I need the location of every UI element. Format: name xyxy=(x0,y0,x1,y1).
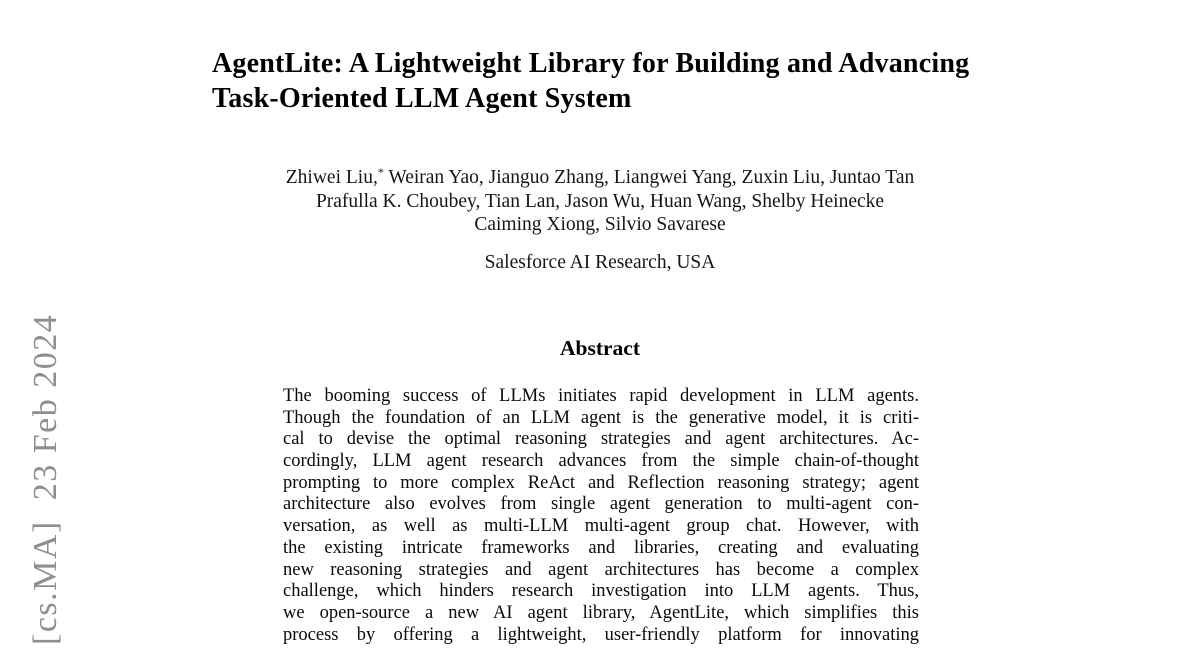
author-line-1 xyxy=(0,161,1200,190)
author-line-3: Caiming Xiong, Silvio Savarese xyxy=(474,214,726,235)
abstract-line: Though the foundation of an LLM agent is the generative model, it is criti- xyxy=(283,407,919,428)
paper-title-line2: Task-Oriented LLM Agent System xyxy=(212,83,632,114)
paper-title xyxy=(212,46,1042,116)
abstract-line: challenge, which hinders research investigation into LLM agents. Thus, xyxy=(283,581,919,602)
author-block xyxy=(0,161,1200,237)
arxiv-side-stamp: [cs.MA] 23 Feb 2024 xyxy=(27,313,64,645)
author-footnote-asterisk: * xyxy=(377,165,384,179)
abstract-line: new reasoning strategies and agent architectures has become a complex xyxy=(283,559,919,580)
author-line-2: Prafulla K. Choubey, Tian Lan, Jason Wu, Huan Wang, Shelby Heinecke xyxy=(315,190,885,212)
abstract-line: versation, as well as multi-LLM multi-agent group chat. However, with xyxy=(283,516,919,537)
abstract-line: architecture also evolves from single agent generation to multi-agent con- xyxy=(283,494,919,515)
author-line-1-rest: Weiran Yao, Jianguo Zhang, Liangwei Yang, Zuxin Liu, Juntao Tan xyxy=(383,167,915,188)
abstract-line: cordingly, LLM agent research advances from the simple chain-of-thought xyxy=(283,451,919,472)
paper-title-line1: AgentLite: A Lightweight Library for Building and Advancing xyxy=(212,48,970,79)
abstract-line: prompting to more complex ReAct and Reflection reasoning strategy; agent xyxy=(283,472,919,493)
abstract-body xyxy=(283,386,919,646)
affiliation: Salesforce AI Research, USA xyxy=(484,252,716,273)
author-name-first: Zhiwei Liu, xyxy=(285,167,378,188)
abstract-line: cal to devise the optimal reasoning strategies and agent architectures. Ac- xyxy=(283,429,919,450)
abstract-heading: Abstract xyxy=(559,336,640,360)
abstract-line: The booming success of LLMs initiates rapid development in LLM agents. xyxy=(283,386,919,406)
abstract-line: we open-source a new AI agent library, AgentLite, which simplifies this xyxy=(283,602,919,623)
abstract-line: the existing intricate frameworks and libraries, creating and evaluating xyxy=(283,537,919,558)
abstract-line: process by offering a lightweight, user-friendly platform for innovating xyxy=(283,624,919,645)
